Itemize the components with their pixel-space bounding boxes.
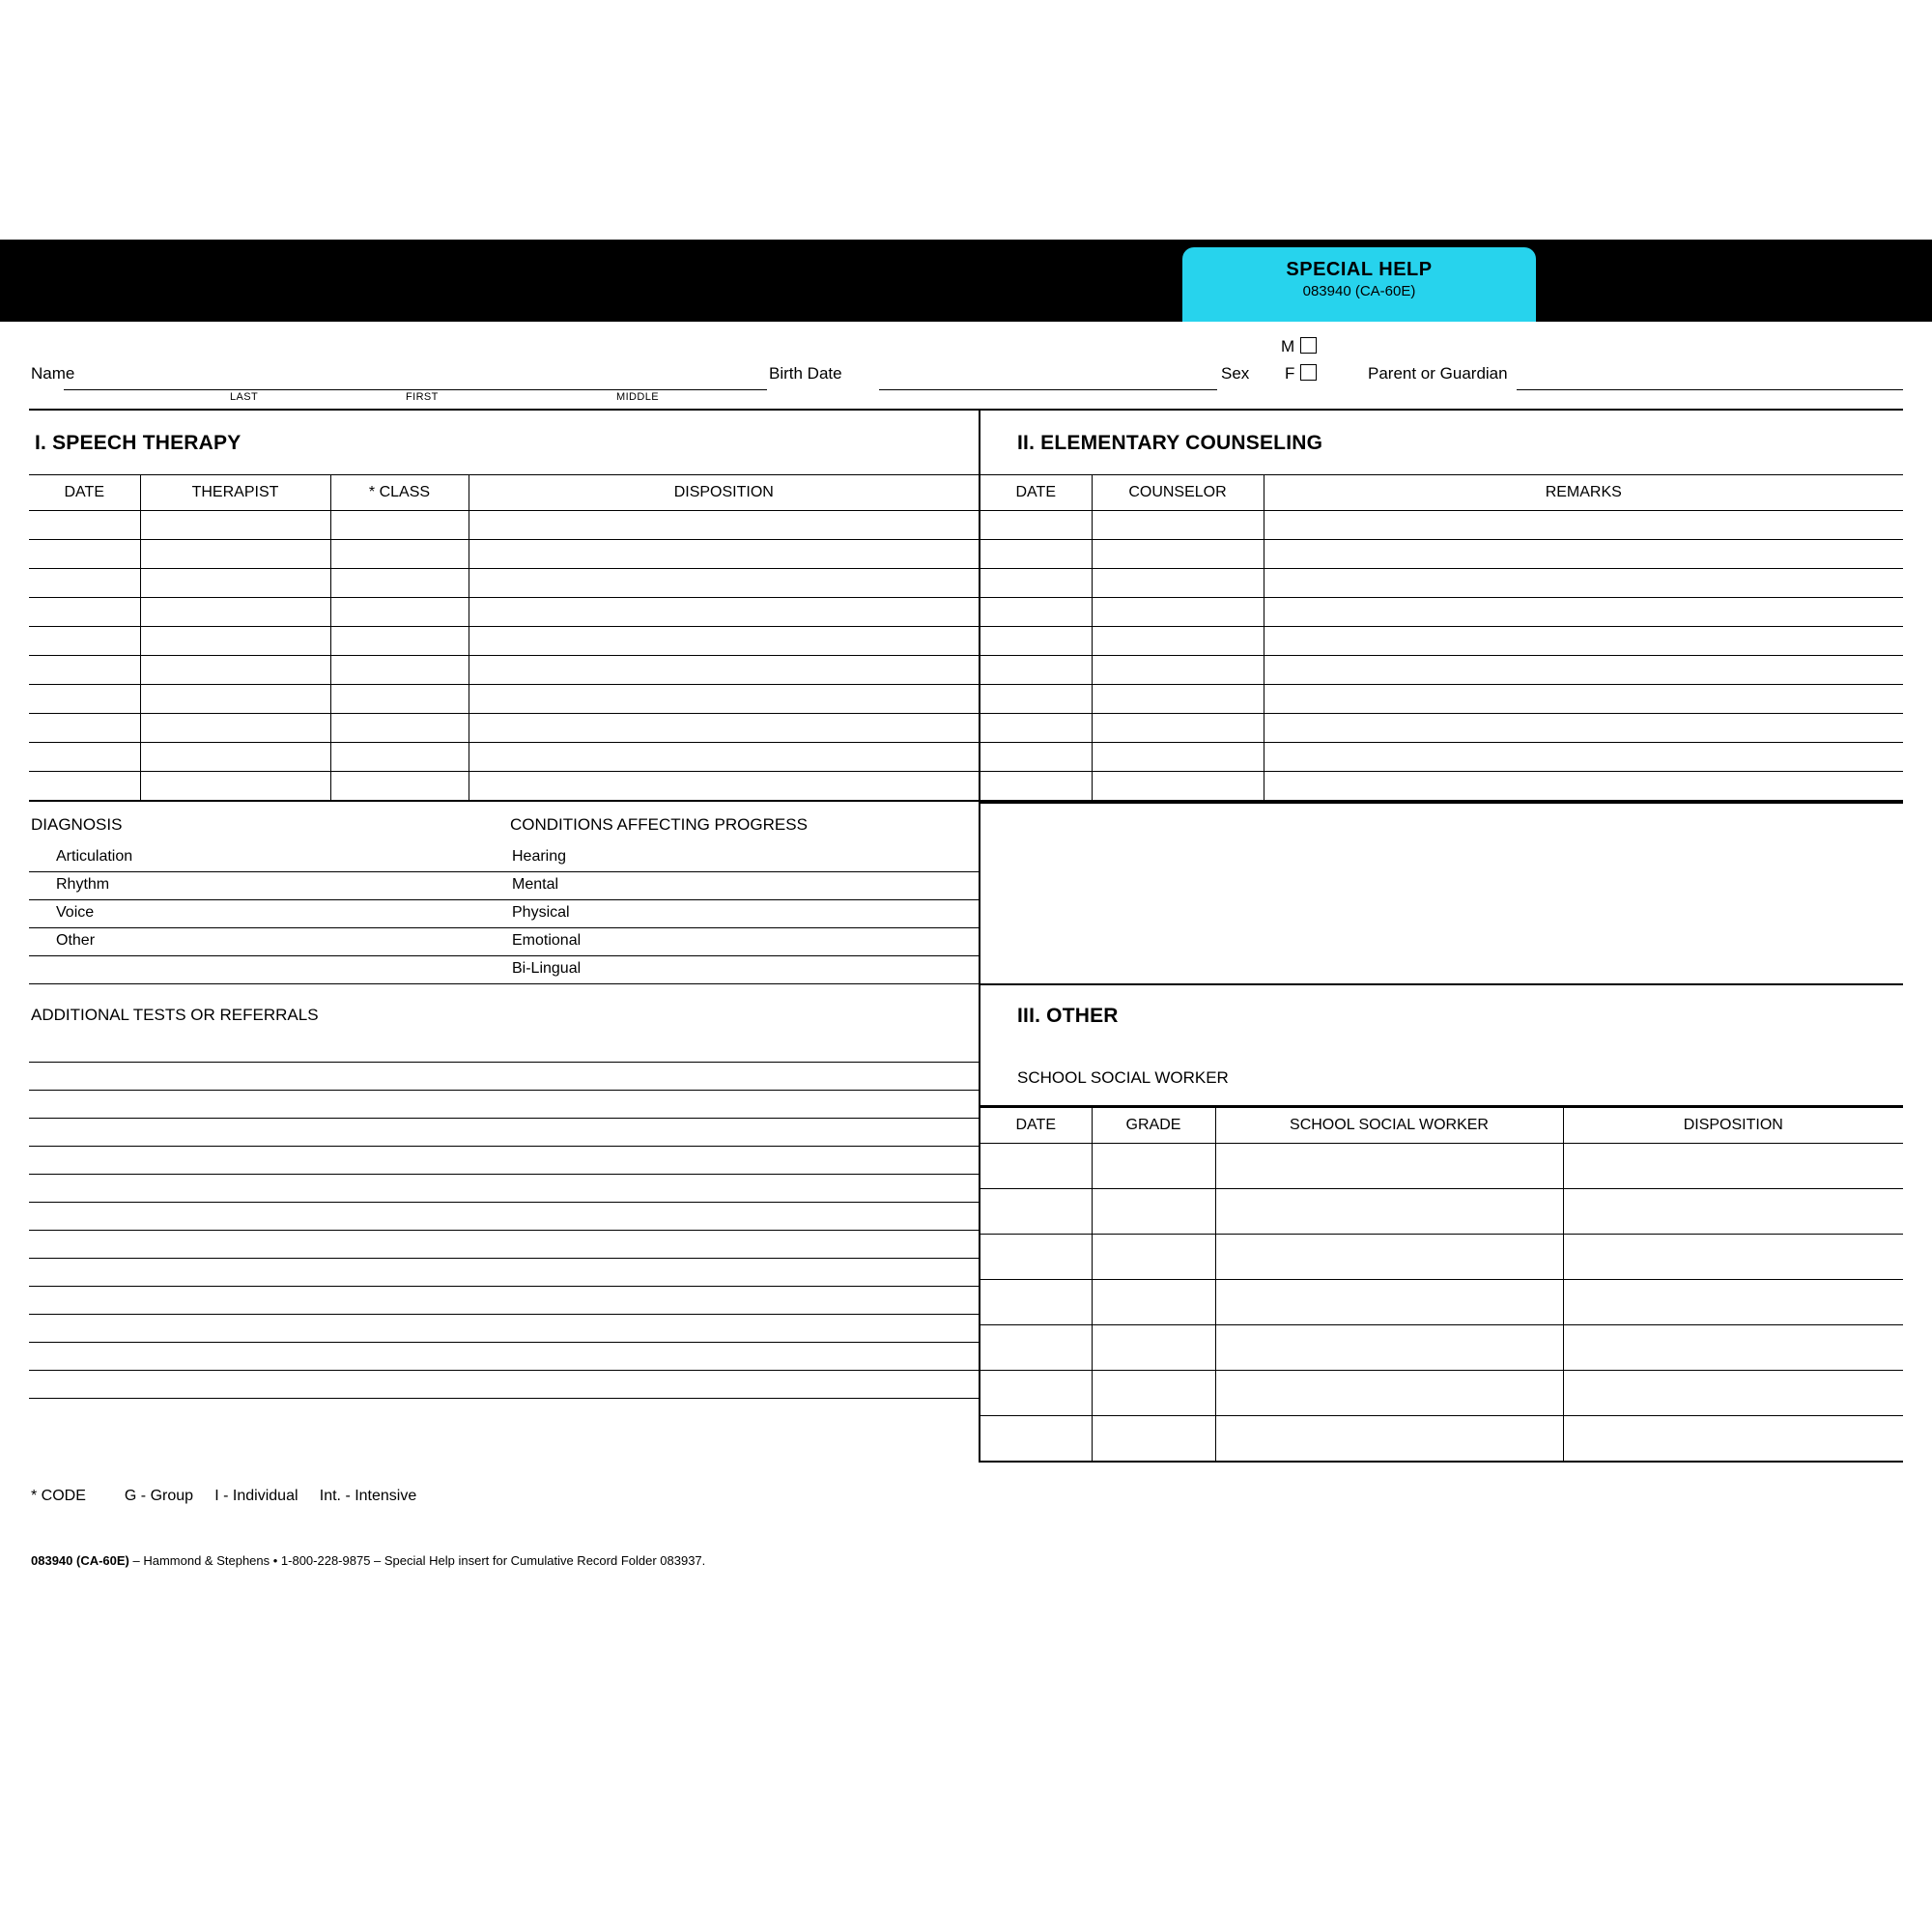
diagnosis-row[interactable] xyxy=(29,872,979,900)
cell-disposition[interactable] xyxy=(469,656,979,685)
table-row[interactable] xyxy=(29,772,979,802)
cell-remarks[interactable] xyxy=(1264,511,1903,540)
diagnosis-row[interactable] xyxy=(29,928,979,956)
cell-remarks[interactable] xyxy=(1264,569,1903,598)
cell-disposition[interactable] xyxy=(469,743,979,772)
diagnosis-row[interactable] xyxy=(29,844,979,872)
table-row[interactable] xyxy=(980,1189,1903,1235)
male-checkbox[interactable] xyxy=(1300,337,1317,354)
identification-row xyxy=(29,322,1903,409)
cell-date[interactable] xyxy=(980,1235,1092,1280)
top-margin xyxy=(0,0,1932,240)
col-counseling-remarks: REMARKS xyxy=(1264,475,1903,511)
cell-disposition[interactable] xyxy=(1563,1235,1903,1280)
diagnosis-titles xyxy=(29,802,979,844)
sex-male-label: M xyxy=(1281,337,1295,355)
female-checkbox[interactable] xyxy=(1300,364,1317,381)
cell-therapist[interactable] xyxy=(140,540,330,569)
cell-class[interactable] xyxy=(330,598,469,627)
cell-class[interactable] xyxy=(330,685,469,714)
condition-item-physical: Physical xyxy=(512,904,570,921)
cell-counselor[interactable] xyxy=(1092,656,1264,685)
section-speech-therapy-heading: I. SPEECH THERAPY xyxy=(35,432,242,454)
condition-item-bilingual: Bi-Lingual xyxy=(512,960,582,977)
col-ssw-grade: GRADE xyxy=(1092,1108,1215,1144)
cell-counselor[interactable] xyxy=(1092,743,1264,772)
form-content xyxy=(29,322,1903,1568)
table-row[interactable] xyxy=(980,1325,1903,1371)
counseling-table xyxy=(980,474,1903,802)
diagnosis-item-rhythm: Rhythm xyxy=(56,876,110,893)
table-row[interactable] xyxy=(980,540,1903,569)
cell-class[interactable] xyxy=(330,627,469,656)
name-first-sublabel: FIRST xyxy=(406,391,439,403)
cell-date[interactable] xyxy=(980,772,1092,802)
cell-date[interactable] xyxy=(980,598,1092,627)
parent-guardian-write-line[interactable] xyxy=(1517,389,1903,390)
cell-counselor[interactable] xyxy=(1092,627,1264,656)
cell-disposition[interactable] xyxy=(469,598,979,627)
name-middle-sublabel: MIDDLE xyxy=(616,391,659,403)
name-write-line[interactable] xyxy=(64,389,767,390)
cell-date[interactable] xyxy=(980,743,1092,772)
counseling-rows xyxy=(980,511,1903,802)
col-ssw-date: DATE xyxy=(980,1108,1092,1144)
cell-remarks[interactable] xyxy=(1264,685,1903,714)
condition-item-hearing: Hearing xyxy=(512,848,567,865)
speech-therapy-rows xyxy=(29,511,979,802)
cell-date[interactable] xyxy=(29,685,140,714)
cell-date[interactable] xyxy=(29,511,140,540)
cell-worker[interactable] xyxy=(1215,1235,1563,1280)
cell-grade[interactable] xyxy=(1092,1325,1215,1371)
cell-grade[interactable] xyxy=(1092,1189,1215,1235)
conditions-title: CONDITIONS AFFECTING PROGRESS xyxy=(510,815,808,834)
cell-worker[interactable] xyxy=(1215,1280,1563,1325)
write-line[interactable] xyxy=(29,1063,979,1091)
cell-disposition[interactable] xyxy=(1563,1416,1903,1463)
cell-counselor[interactable] xyxy=(1092,772,1264,802)
col-speech-therapist: THERAPIST xyxy=(140,475,330,511)
cell-date[interactable] xyxy=(980,569,1092,598)
code-legend: * CODE G - Group I - Individual Int. - Intensive xyxy=(31,1488,417,1504)
cell-date[interactable] xyxy=(980,1416,1092,1463)
cell-disposition[interactable] xyxy=(469,540,979,569)
cell-counselor[interactable] xyxy=(1092,511,1264,540)
cell-therapist[interactable] xyxy=(140,598,330,627)
cell-date[interactable] xyxy=(29,627,140,656)
table-row[interactable] xyxy=(980,1144,1903,1189)
cell-counselor[interactable] xyxy=(1092,598,1264,627)
birth-date-label: Birth Date xyxy=(769,364,842,383)
sex-label: Sex xyxy=(1221,364,1250,383)
condition-item-emotional: Emotional xyxy=(512,932,582,949)
table-row[interactable] xyxy=(980,772,1903,802)
imprint-form-code: 083940 (CA-60E) xyxy=(31,1553,129,1568)
cell-therapist[interactable] xyxy=(140,743,330,772)
header-black-band xyxy=(0,240,1932,322)
write-line[interactable] xyxy=(29,1035,979,1063)
table-row[interactable] xyxy=(980,714,1903,743)
write-line[interactable] xyxy=(29,1175,979,1203)
cell-worker[interactable] xyxy=(1215,1416,1563,1463)
write-line[interactable] xyxy=(29,1343,979,1371)
table-row[interactable] xyxy=(29,569,979,598)
cell-date[interactable] xyxy=(980,511,1092,540)
cell-disposition[interactable] xyxy=(469,685,979,714)
col-ssw-worker: SCHOOL SOCIAL WORKER xyxy=(1215,1108,1563,1144)
table-header-row xyxy=(980,475,1903,511)
cell-remarks[interactable] xyxy=(1264,714,1903,743)
diagnosis-item-voice: Voice xyxy=(56,904,95,921)
sex-female-label: F xyxy=(1285,364,1295,383)
write-line[interactable] xyxy=(29,1147,979,1175)
diagnosis-row[interactable] xyxy=(29,956,979,984)
col-counseling-date: DATE xyxy=(980,475,1092,511)
diagnosis-title: DIAGNOSIS xyxy=(31,815,123,834)
cell-disposition[interactable] xyxy=(469,714,979,743)
table-row[interactable] xyxy=(29,627,979,656)
cell-class[interactable] xyxy=(330,511,469,540)
cell-date[interactable] xyxy=(29,772,140,802)
cell-disposition[interactable] xyxy=(469,569,979,598)
imprint-text: – Hammond & Stephens • 1-800-228-9875 – Special Help insert for Cumulative Record Folder 083937. xyxy=(128,1553,706,1568)
cell-therapist[interactable] xyxy=(140,569,330,598)
table-row[interactable] xyxy=(980,1235,1903,1280)
table-row[interactable] xyxy=(29,598,979,627)
cell-remarks[interactable] xyxy=(1264,656,1903,685)
additional-tests-lines xyxy=(29,1035,979,1399)
cell-grade[interactable] xyxy=(1092,1280,1215,1325)
cell-remarks[interactable] xyxy=(1264,743,1903,772)
table-row[interactable] xyxy=(29,511,979,540)
parent-guardian-label: Parent or Guardian xyxy=(1368,364,1508,383)
col-speech-date: DATE xyxy=(29,475,140,511)
cell-date[interactable] xyxy=(29,714,140,743)
cell-therapist[interactable] xyxy=(140,511,330,540)
cell-therapist[interactable] xyxy=(140,714,330,743)
condition-item-mental: Mental xyxy=(512,876,559,893)
cell-therapist[interactable] xyxy=(140,772,330,802)
table-row[interactable] xyxy=(980,1280,1903,1325)
write-line[interactable] xyxy=(29,1231,979,1259)
cell-disposition[interactable] xyxy=(469,627,979,656)
right-column xyxy=(980,411,1903,1463)
write-line[interactable] xyxy=(29,1119,979,1147)
cell-counselor[interactable] xyxy=(1092,714,1264,743)
cell-disposition[interactable] xyxy=(1563,1325,1903,1371)
cell-grade[interactable] xyxy=(1092,1235,1215,1280)
cell-date[interactable] xyxy=(980,1144,1092,1189)
imprint-line xyxy=(29,1505,1903,1568)
sex-female-option[interactable] xyxy=(1285,364,1317,384)
school-social-worker-rows xyxy=(980,1144,1903,1463)
cell-therapist[interactable] xyxy=(140,627,330,656)
table-row[interactable] xyxy=(980,1416,1903,1463)
cell-disposition[interactable] xyxy=(469,772,979,802)
tab-form-code: 083940 (CA-60E) xyxy=(1302,283,1416,299)
cell-date[interactable] xyxy=(980,685,1092,714)
cell-grade[interactable] xyxy=(1092,1144,1215,1189)
cell-worker[interactable] xyxy=(1215,1325,1563,1371)
birth-date-write-line[interactable] xyxy=(879,389,1217,390)
table-row[interactable] xyxy=(980,598,1903,627)
cell-date[interactable] xyxy=(29,656,140,685)
special-help-tab xyxy=(1182,247,1536,322)
table-row[interactable] xyxy=(980,743,1903,772)
cell-date[interactable] xyxy=(980,1325,1092,1371)
name-last-sublabel: LAST xyxy=(230,391,259,403)
write-line[interactable] xyxy=(29,1287,979,1315)
cell-counselor[interactable] xyxy=(1092,685,1264,714)
table-row[interactable] xyxy=(29,656,979,685)
table-row[interactable] xyxy=(29,743,979,772)
counseling-open-notes-area[interactable] xyxy=(980,802,1903,985)
table-row[interactable] xyxy=(29,540,979,569)
col-counseling-counselor: COUNSELOR xyxy=(1092,475,1264,511)
write-line[interactable] xyxy=(29,1315,979,1343)
cell-disposition[interactable] xyxy=(1563,1280,1903,1325)
table-row[interactable] xyxy=(29,685,979,714)
cell-date[interactable] xyxy=(980,1189,1092,1235)
cell-grade[interactable] xyxy=(1092,1371,1215,1416)
table-row[interactable] xyxy=(980,627,1903,656)
diagnosis-row[interactable] xyxy=(29,900,979,928)
left-column xyxy=(29,411,980,1463)
table-row[interactable] xyxy=(29,714,979,743)
cell-remarks[interactable] xyxy=(1264,772,1903,802)
cell-date[interactable] xyxy=(980,1280,1092,1325)
cell-class[interactable] xyxy=(330,569,469,598)
table-row[interactable] xyxy=(980,1371,1903,1416)
section-other-heading: III. OTHER xyxy=(1017,1005,1119,1027)
cell-disposition[interactable] xyxy=(1563,1189,1903,1235)
cell-therapist[interactable] xyxy=(140,685,330,714)
cell-disposition[interactable] xyxy=(1563,1371,1903,1416)
cell-date[interactable] xyxy=(29,540,140,569)
table-row[interactable] xyxy=(980,511,1903,540)
col-speech-class: * CLASS xyxy=(330,475,469,511)
cell-counselor[interactable] xyxy=(1092,569,1264,598)
name-label: Name xyxy=(31,364,75,383)
cell-date[interactable] xyxy=(980,656,1092,685)
write-line[interactable] xyxy=(29,1203,979,1231)
cell-therapist[interactable] xyxy=(140,656,330,685)
write-line[interactable] xyxy=(29,1091,979,1119)
diagnosis-block xyxy=(29,802,979,984)
col-speech-disposition: DISPOSITION xyxy=(469,475,979,511)
tab-title: SPECIAL HELP xyxy=(1286,259,1433,280)
cell-class[interactable] xyxy=(330,772,469,802)
cell-grade[interactable] xyxy=(1092,1416,1215,1463)
diagnosis-item-articulation: Articulation xyxy=(56,848,133,865)
cell-date[interactable] xyxy=(29,598,140,627)
cell-disposition[interactable] xyxy=(1563,1144,1903,1189)
table-row[interactable] xyxy=(980,685,1903,714)
cell-date[interactable] xyxy=(980,714,1092,743)
form-body xyxy=(29,409,1903,1463)
cell-date[interactable] xyxy=(29,743,140,772)
cell-class[interactable] xyxy=(330,540,469,569)
cell-remarks[interactable] xyxy=(1264,627,1903,656)
cell-worker[interactable] xyxy=(1215,1371,1563,1416)
cell-remarks[interactable] xyxy=(1264,598,1903,627)
cell-remarks[interactable] xyxy=(1264,540,1903,569)
write-line[interactable] xyxy=(29,1371,979,1399)
school-social-worker-subheading: SCHOOL SOCIAL WORKER xyxy=(980,1049,1903,1107)
sex-male-option[interactable] xyxy=(1281,337,1317,356)
write-line[interactable] xyxy=(29,1259,979,1287)
col-ssw-disposition: DISPOSITION xyxy=(1563,1108,1903,1144)
school-social-worker-table xyxy=(980,1107,1903,1463)
table-header-row xyxy=(29,475,979,511)
cell-class[interactable] xyxy=(330,656,469,685)
cell-worker[interactable] xyxy=(1215,1144,1563,1189)
diagnosis-item-other: Other xyxy=(56,932,96,949)
cell-class[interactable] xyxy=(330,743,469,772)
cell-date[interactable] xyxy=(980,627,1092,656)
cell-worker[interactable] xyxy=(1215,1189,1563,1235)
cell-counselor[interactable] xyxy=(1092,540,1264,569)
cell-date[interactable] xyxy=(29,569,140,598)
speech-therapy-table xyxy=(29,474,979,802)
table-row[interactable] xyxy=(980,656,1903,685)
table-row[interactable] xyxy=(980,569,1903,598)
additional-tests-title: ADDITIONAL TESTS OR REFERRALS xyxy=(31,1006,319,1024)
section-counseling-heading: II. ELEMENTARY COUNSELING xyxy=(1017,432,1323,454)
cell-class[interactable] xyxy=(330,714,469,743)
cell-date[interactable] xyxy=(980,540,1092,569)
cell-disposition[interactable] xyxy=(469,511,979,540)
table-header-row xyxy=(980,1108,1903,1144)
cell-date[interactable] xyxy=(980,1371,1092,1416)
